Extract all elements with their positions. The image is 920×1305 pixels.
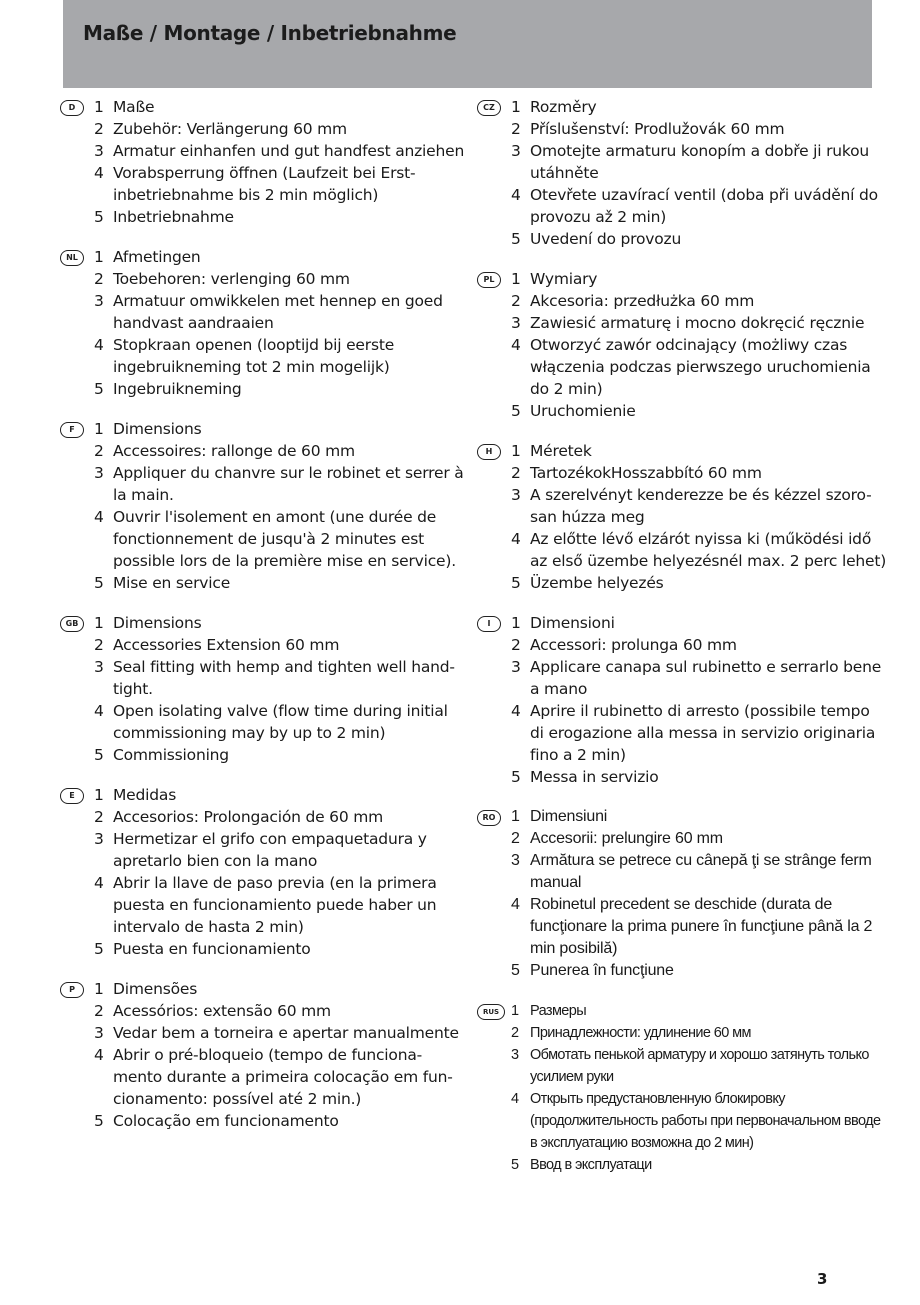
list-item: 1 Afmetingen (94, 248, 201, 266)
section-nl (60, 246, 470, 400)
list-item: 5 Messa in servizio (511, 768, 659, 786)
right-column (477, 96, 887, 1194)
list-item: 4 Otevřete uzavírací ventil (doba při uvádění do provozu až 2 min) (511, 186, 878, 226)
language-badge-f-icon: F (60, 422, 84, 438)
list-item: 2 Toebehoren: verlenging 60 mm (94, 270, 350, 288)
page-header-band (63, 0, 872, 88)
section-gb (60, 612, 470, 766)
section-it (477, 612, 887, 788)
section-rus (477, 1000, 887, 1176)
list-item: 2 Příslušenství: Prodlužovák 60 mm (511, 120, 785, 138)
section-pt (60, 978, 470, 1132)
list-item: 4 Otworzyć zawór odcinający (możliwy czas włączenia podczas pierwszego uruchomienia do 2 min) (511, 336, 871, 398)
list-item: 4 Vorabsperrung öffnen (Laufzeit bei Erst-inbetriebnahme bis 2 min möglich) (94, 164, 416, 204)
list-item: 3 Applicare canapa sul rubinetto e serrarlo bene a mano (511, 658, 882, 698)
list-item: 2 Accessori: prolunga 60 mm (511, 636, 737, 654)
list-item: 1 Dimensões (94, 980, 198, 998)
section-hu (477, 440, 887, 594)
list-item: 3 A szerelvényt kenderezze be és kézzel szoro-san húzza meg (511, 486, 872, 526)
list-item: 1 Размеры (511, 1003, 587, 1019)
list-item: 4 Open isolating valve (flow time during initial commissioning may by up to 2 min) (94, 702, 448, 742)
language-badge-d-icon: D (60, 100, 84, 116)
list-item: 1 Medidas (94, 786, 177, 804)
language-badge-gb-icon: GB (60, 616, 84, 632)
list-item: 1 Dimensions (94, 420, 202, 438)
list-item: 4 Stopkraan openen (looptijd bij eerste ingebruikneming tot 2 min mogelijk) (94, 336, 395, 376)
list-item: 2 Zubehör: Verlängerung 60 mm (94, 120, 347, 138)
list-item: 3 Armatuur omwikkelen met hennep en goed handvast aandraaien (94, 292, 443, 332)
list-item: 3 Vedar bem a torneira e apertar manualmente (94, 1024, 459, 1042)
list-item: 5 Colocação em funcionamento (94, 1112, 339, 1130)
language-badge-pl-icon: PL (477, 272, 501, 288)
list-item: 4 Ouvrir l'isolement en amont (une durée de fonctionnement de jusqu'à 2 minutes est possible lors de la première mise en service). (94, 508, 456, 570)
list-item: 2 Acessórios: extensão 60 mm (94, 1002, 331, 1020)
list-item: 5 Ingebruikneming (94, 380, 242, 398)
section-ro (477, 806, 887, 982)
list-item: 5 Uvedení do provozu (511, 230, 682, 248)
list-item: 5 Puesta en funcionamiento (94, 940, 311, 958)
language-badge-ro-icon: RO (477, 810, 501, 826)
list-item: 1 Maße (94, 98, 155, 116)
page-number: 3 (817, 1270, 828, 1288)
list-item: 3 Seal fitting with hemp and tighten well hand-tight. (94, 658, 455, 698)
list-item: 4 Открыть предустановленную блокировку (продолжительность работы при первоначальном вводе в эксплуатацию возможна до 2 мин) (511, 1091, 881, 1151)
list-item: 3 Omotejte armaturu konopím a dobře ji rukou utáhněte (511, 142, 869, 182)
list-item: 3 Armatur einhanfen und gut handfest anziehen (94, 142, 465, 160)
list-item: 1 Wymiary (511, 270, 598, 288)
list-item: 5 Uruchomienie (511, 402, 636, 420)
list-item: 3 Zawiesić armaturę i mocno dokręcić ręcznie (511, 314, 865, 332)
section-es (60, 784, 470, 960)
list-item: 4 Aprire il rubinetto di arresto (possibile tempo di erogazione alla messa in servizio originaria fino a 2 min) (511, 702, 876, 764)
list-item: 4 Robinetul precedent se deschide (durata de funcţionare la prima punere în funcţiune până la 2 min posibilă) (511, 896, 873, 957)
list-item: 1 Méretek (511, 442, 592, 460)
list-item: 3 Hermetizar el grifo con empaquetadura y apretarlo bien con la mano (94, 830, 427, 870)
list-item: 2 Принадлежности: удлинение 60 мм (511, 1025, 751, 1041)
list-item: 2 Accesorii: prelungire 60 mm (511, 830, 723, 847)
list-item: 5 Üzembe helyezés (511, 574, 664, 592)
left-column (60, 96, 470, 1150)
section-cz (477, 96, 887, 250)
language-badge-e-icon: E (60, 788, 84, 804)
language-badge-cz-icon: CZ (477, 100, 501, 116)
list-item: 4 Az előtte lévő elzárót nyissa ki (működési idő az első üzembe helyezésnél max. 2 perc lehet) (511, 530, 887, 570)
list-item: 2 Accessories Extension 60 mm (94, 636, 340, 654)
language-badge-p-icon: P (60, 982, 84, 998)
list-item: 5 Mise en service (94, 574, 231, 592)
page-title: Maße / Montage / Inbetriebnahme (83, 21, 457, 45)
list-item: 1 Dimensiuni (511, 808, 608, 825)
list-item: 1 Rozměry (511, 98, 597, 116)
section-fr (60, 418, 470, 594)
section-pl (477, 268, 887, 422)
language-badge-nl-icon: NL (60, 250, 84, 266)
list-item: 5 Inbetriebnahme (94, 208, 234, 226)
list-item: 3 Обмотать пенькой арматуру и хорошо затянуть только усилием руки (511, 1047, 869, 1085)
list-item: 5 Commissioning (94, 746, 229, 764)
list-item: 1 Dimensioni (511, 614, 615, 632)
list-item: 1 Dimensions (94, 614, 202, 632)
section-de (60, 96, 470, 228)
list-item: 5 Punerea în funcţiune (511, 962, 674, 979)
list-item: 3 Armătura se petrece cu cânepă ţi se strânge ferm manual (511, 852, 872, 891)
list-item: 2 Accesorios: Prolongación de 60 mm (94, 808, 384, 826)
list-item: 2 Accessoires: rallonge de 60 mm (94, 442, 355, 460)
language-badge-i-icon: I (477, 616, 501, 632)
language-badge-h-icon: H (477, 444, 501, 460)
list-item: 2 Akcesoria: przedłużka 60 mm (511, 292, 755, 310)
list-item: 2 TartozékokHosszabbító 60 mm (511, 464, 762, 482)
language-badge-rus-icon: RUS (477, 1004, 505, 1020)
list-item: 4 Abrir o pré-bloqueio (tempo de funciona-mento durante a primeira colocação em fun-cionamento: possível até 2 min.) (94, 1046, 453, 1108)
list-item: 5 Ввод в эксплуатаци (511, 1157, 652, 1173)
list-item: 4 Abrir la llave de paso previa (en la primera puesta en funcionamiento puede haber un intervalo de hasta 2 min) (94, 874, 437, 936)
list-item: 3 Appliquer du chanvre sur le robinet et serrer à la main. (94, 464, 464, 504)
